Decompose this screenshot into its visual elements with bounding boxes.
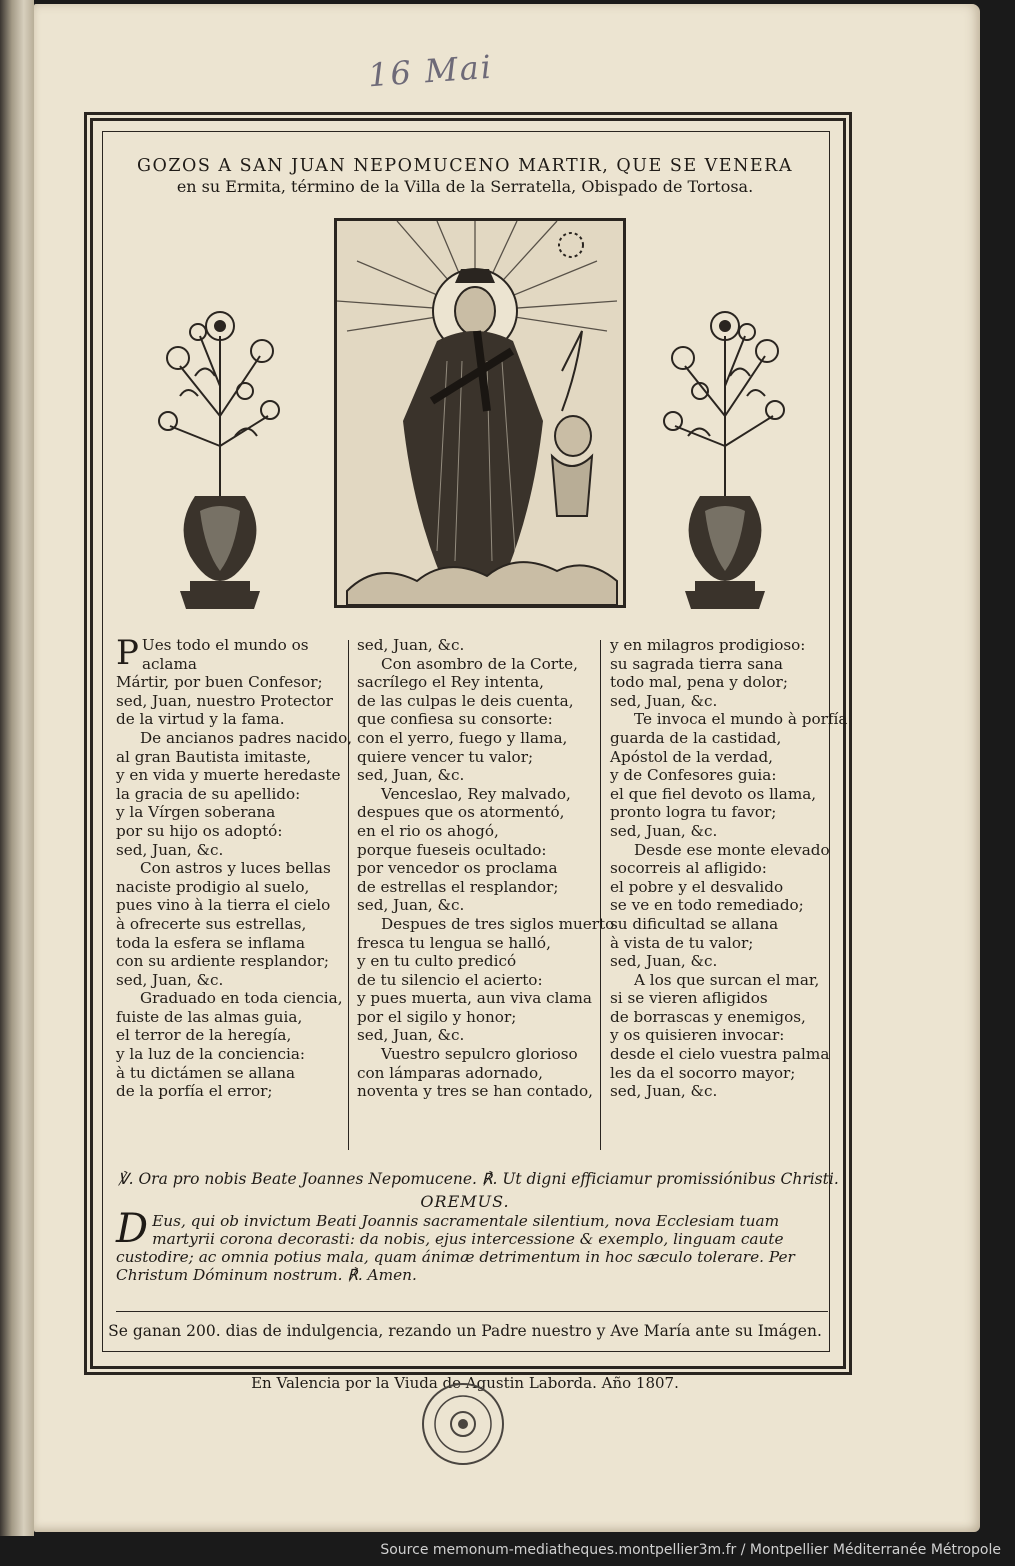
verse-column-2 — [357, 636, 615, 1101]
verse-line: sed, Juan, &c. — [357, 766, 465, 785]
verse-line: sed, Juan, &c. — [610, 691, 718, 710]
verse-line: sed, Juan, &c. — [610, 1082, 718, 1101]
verse-line: Apóstol de la verdad, — [610, 747, 773, 766]
verse-column-1 — [116, 633, 353, 1101]
verse-line: sed, Juan, &c. — [357, 636, 465, 654]
column-rule-1 — [348, 640, 349, 1150]
verse-line: De ancianos padres nacido, — [140, 728, 353, 747]
verse-line: de la porfía el error; — [116, 1082, 273, 1101]
title-line-2: en su Ermita, término de la Villa de la Serratella, Obispado de Tortosa. — [176, 177, 754, 196]
verse-line: el que fiel devoto os llama, — [610, 784, 817, 803]
handwritten-note: 16 Mai — [366, 47, 495, 95]
verse-line: de la virtud y la fama. — [116, 710, 285, 729]
verse-line: guarda de la castidad, — [610, 728, 782, 747]
verse-line: y de Confesores guia: — [610, 766, 777, 785]
verse-line: el pobre y el desvalido — [610, 877, 784, 896]
verse-line: con lámparas adornado, — [357, 1063, 543, 1082]
verse-line: de las culpas le deis cuenta, — [357, 691, 574, 710]
verse-line: sed, Juan, &c. — [116, 970, 224, 989]
prayer-body: Eus, qui ob invictum Beati Joannis sacramentale silentium, nova Ecclesiam tuam martyrii corona decorasti: da nobis, ejus intercessione & exemplo, linguam caute custodire; ac omnia potius mala, quam ánimæ detrimentum in hoc sæculo tolerare. Per Christum Dóminum nostrum. ℟. Amen. — [116, 1212, 795, 1284]
verse-line: Con asombro de la Corte, — [381, 654, 578, 673]
verse-line: que confiesa su consorte: — [357, 710, 553, 729]
verse-line: la gracia de su apellido: — [116, 784, 301, 803]
verse-line: Ues todo el mundo os — [141, 636, 309, 654]
verse-line: sed, Juan, &c. — [116, 840, 224, 859]
library-stamp-icon — [420, 1381, 506, 1467]
verse-line: sed, Juan, &c. — [357, 1026, 465, 1045]
verse-line: naciste prodigio al suelo, — [116, 877, 310, 896]
verse-line: Te invoca el mundo à porfía — [634, 710, 848, 729]
verse-line: y en vida y muerte heredaste — [116, 766, 341, 785]
verse-line: A los que surcan el mar, — [634, 970, 820, 989]
verse-line: con el yerro, fuego y llama, — [357, 728, 568, 747]
verse-line: y la Vírgen soberana — [116, 803, 276, 822]
verse-line: al gran Bautista imitaste, — [116, 747, 312, 766]
verse-line: desde el cielo vuestra palma — [610, 1045, 830, 1064]
oremus-heading: OREMUS. — [420, 1192, 510, 1211]
verse-line: en el rio os ahogó, — [357, 821, 499, 840]
drop-cap: P — [116, 633, 139, 673]
column-rule-2 — [600, 640, 601, 1150]
saint-woodcut-image — [334, 218, 626, 608]
verse-line: por vencedor os proclama — [357, 859, 558, 878]
divider-rule — [116, 1311, 828, 1312]
verse-line: y en tu culto predicó — [357, 952, 517, 971]
verse-line: sed, Juan, &c. — [610, 821, 718, 840]
imprint-line: En Valencia por la Viuda de Agustin Laborda. Año 1807. — [251, 1374, 679, 1392]
verse-line: à tu dictámen se allana — [116, 1063, 296, 1082]
prayer-drop-cap: D — [116, 1206, 149, 1252]
verse-line: de borrascas y enemigos, — [610, 1007, 806, 1026]
verse-line: todo mal, pena y dolor; — [610, 673, 788, 692]
verse-line: sed, Juan, &c. — [357, 896, 465, 915]
verse-line: sacrílego el Rey intenta, — [357, 673, 545, 692]
flower-vase-left-icon — [150, 296, 290, 614]
flower-vase-right-icon — [655, 296, 795, 614]
book-spine — [0, 0, 34, 1536]
verse-line: y la luz de la conciencia: — [116, 1045, 305, 1064]
verse-line: su sagrada tierra sana — [610, 654, 783, 673]
indulgence-note: Se ganan 200. dias de indulgencia, rezando un Padre nuestro y Ave María ante su Imágen. — [108, 1322, 822, 1340]
verse-line: sed, Juan, nuestro Protector — [116, 691, 333, 710]
source-footer-bar — [0, 1536, 1015, 1566]
prayer-text — [116, 1206, 830, 1284]
verse-line: se ve en todo remediado; — [610, 896, 804, 915]
verse-line: su dificultad se allana — [610, 914, 779, 933]
verse-line: Graduado en toda ciencia, — [140, 989, 343, 1008]
verse-line: Despues de tres siglos muerto — [381, 914, 615, 933]
verse-line: con su ardiente resplandor; — [116, 952, 329, 971]
verse-line: quiere vencer tu valor; — [357, 747, 534, 766]
verse-line: por el sigilo y honor; — [357, 1007, 517, 1026]
verse-line: Vuestro sepulcro glorioso — [381, 1045, 578, 1064]
verse-line: por su hijo os adoptó: — [116, 821, 283, 840]
verse-line: de tu silencio el acierto: — [357, 970, 543, 989]
verse-line: pronto logra tu favor; — [610, 803, 777, 822]
verse-line: à vista de tu valor; — [610, 933, 754, 952]
title-line-1: GOZOS A SAN JUAN NEPOMUCENO MARTIR, QUE SE VENERA — [137, 156, 793, 176]
verse-line: si se vieren afligidos — [610, 989, 768, 1008]
verse-line: Desde ese monte elevado — [634, 840, 830, 859]
verse-line: Con astros y luces bellas — [140, 859, 331, 878]
verse-line: despues que os atormentó, — [357, 803, 565, 822]
verse-line: pues vino à la tierra el cielo — [116, 896, 331, 915]
verse-line: y en milagros prodigioso: — [610, 636, 806, 654]
versicle: ℣. Ora pro nobis Beate Joannes Nepomucene. ℟. Ut digni efficiamur promissiónibus Christi. — [118, 1170, 839, 1188]
verse-line: de estrellas el resplandor; — [357, 877, 559, 896]
verse-line: noventa y tres se han contado, — [357, 1082, 593, 1101]
verse-line: socorreis al afligido: — [610, 859, 767, 878]
verse-line: y os quisieren invocar: — [610, 1026, 785, 1045]
verse-line: el terror de la heregía, — [116, 1026, 292, 1045]
verse-line: sed, Juan, &c. — [610, 952, 718, 971]
verse-line: fuiste de las almas guia, — [116, 1007, 303, 1026]
source-credit[interactable]: Source memonum-mediatheques.montpellier3m.fr / Montpellier Méditerranée Métropole — [380, 1542, 1001, 1558]
verse-line: à ofrecerte sus estrellas, — [116, 914, 307, 933]
verse-line: Venceslao, Rey malvado, — [381, 784, 571, 803]
verse-line: porque fueseis ocultado: — [357, 840, 547, 859]
verse-line: Mártir, por buen Confesor; — [116, 673, 323, 692]
verse-line: y pues muerta, aun viva clama — [357, 989, 592, 1008]
verse-line: fresca tu lengua se halló, — [357, 933, 551, 952]
verse-column-3 — [610, 636, 848, 1101]
verse-line: les da el socorro mayor; — [610, 1063, 796, 1082]
verse-line: toda la esfera se inflama — [116, 933, 306, 952]
verse-line: aclama — [142, 654, 197, 673]
